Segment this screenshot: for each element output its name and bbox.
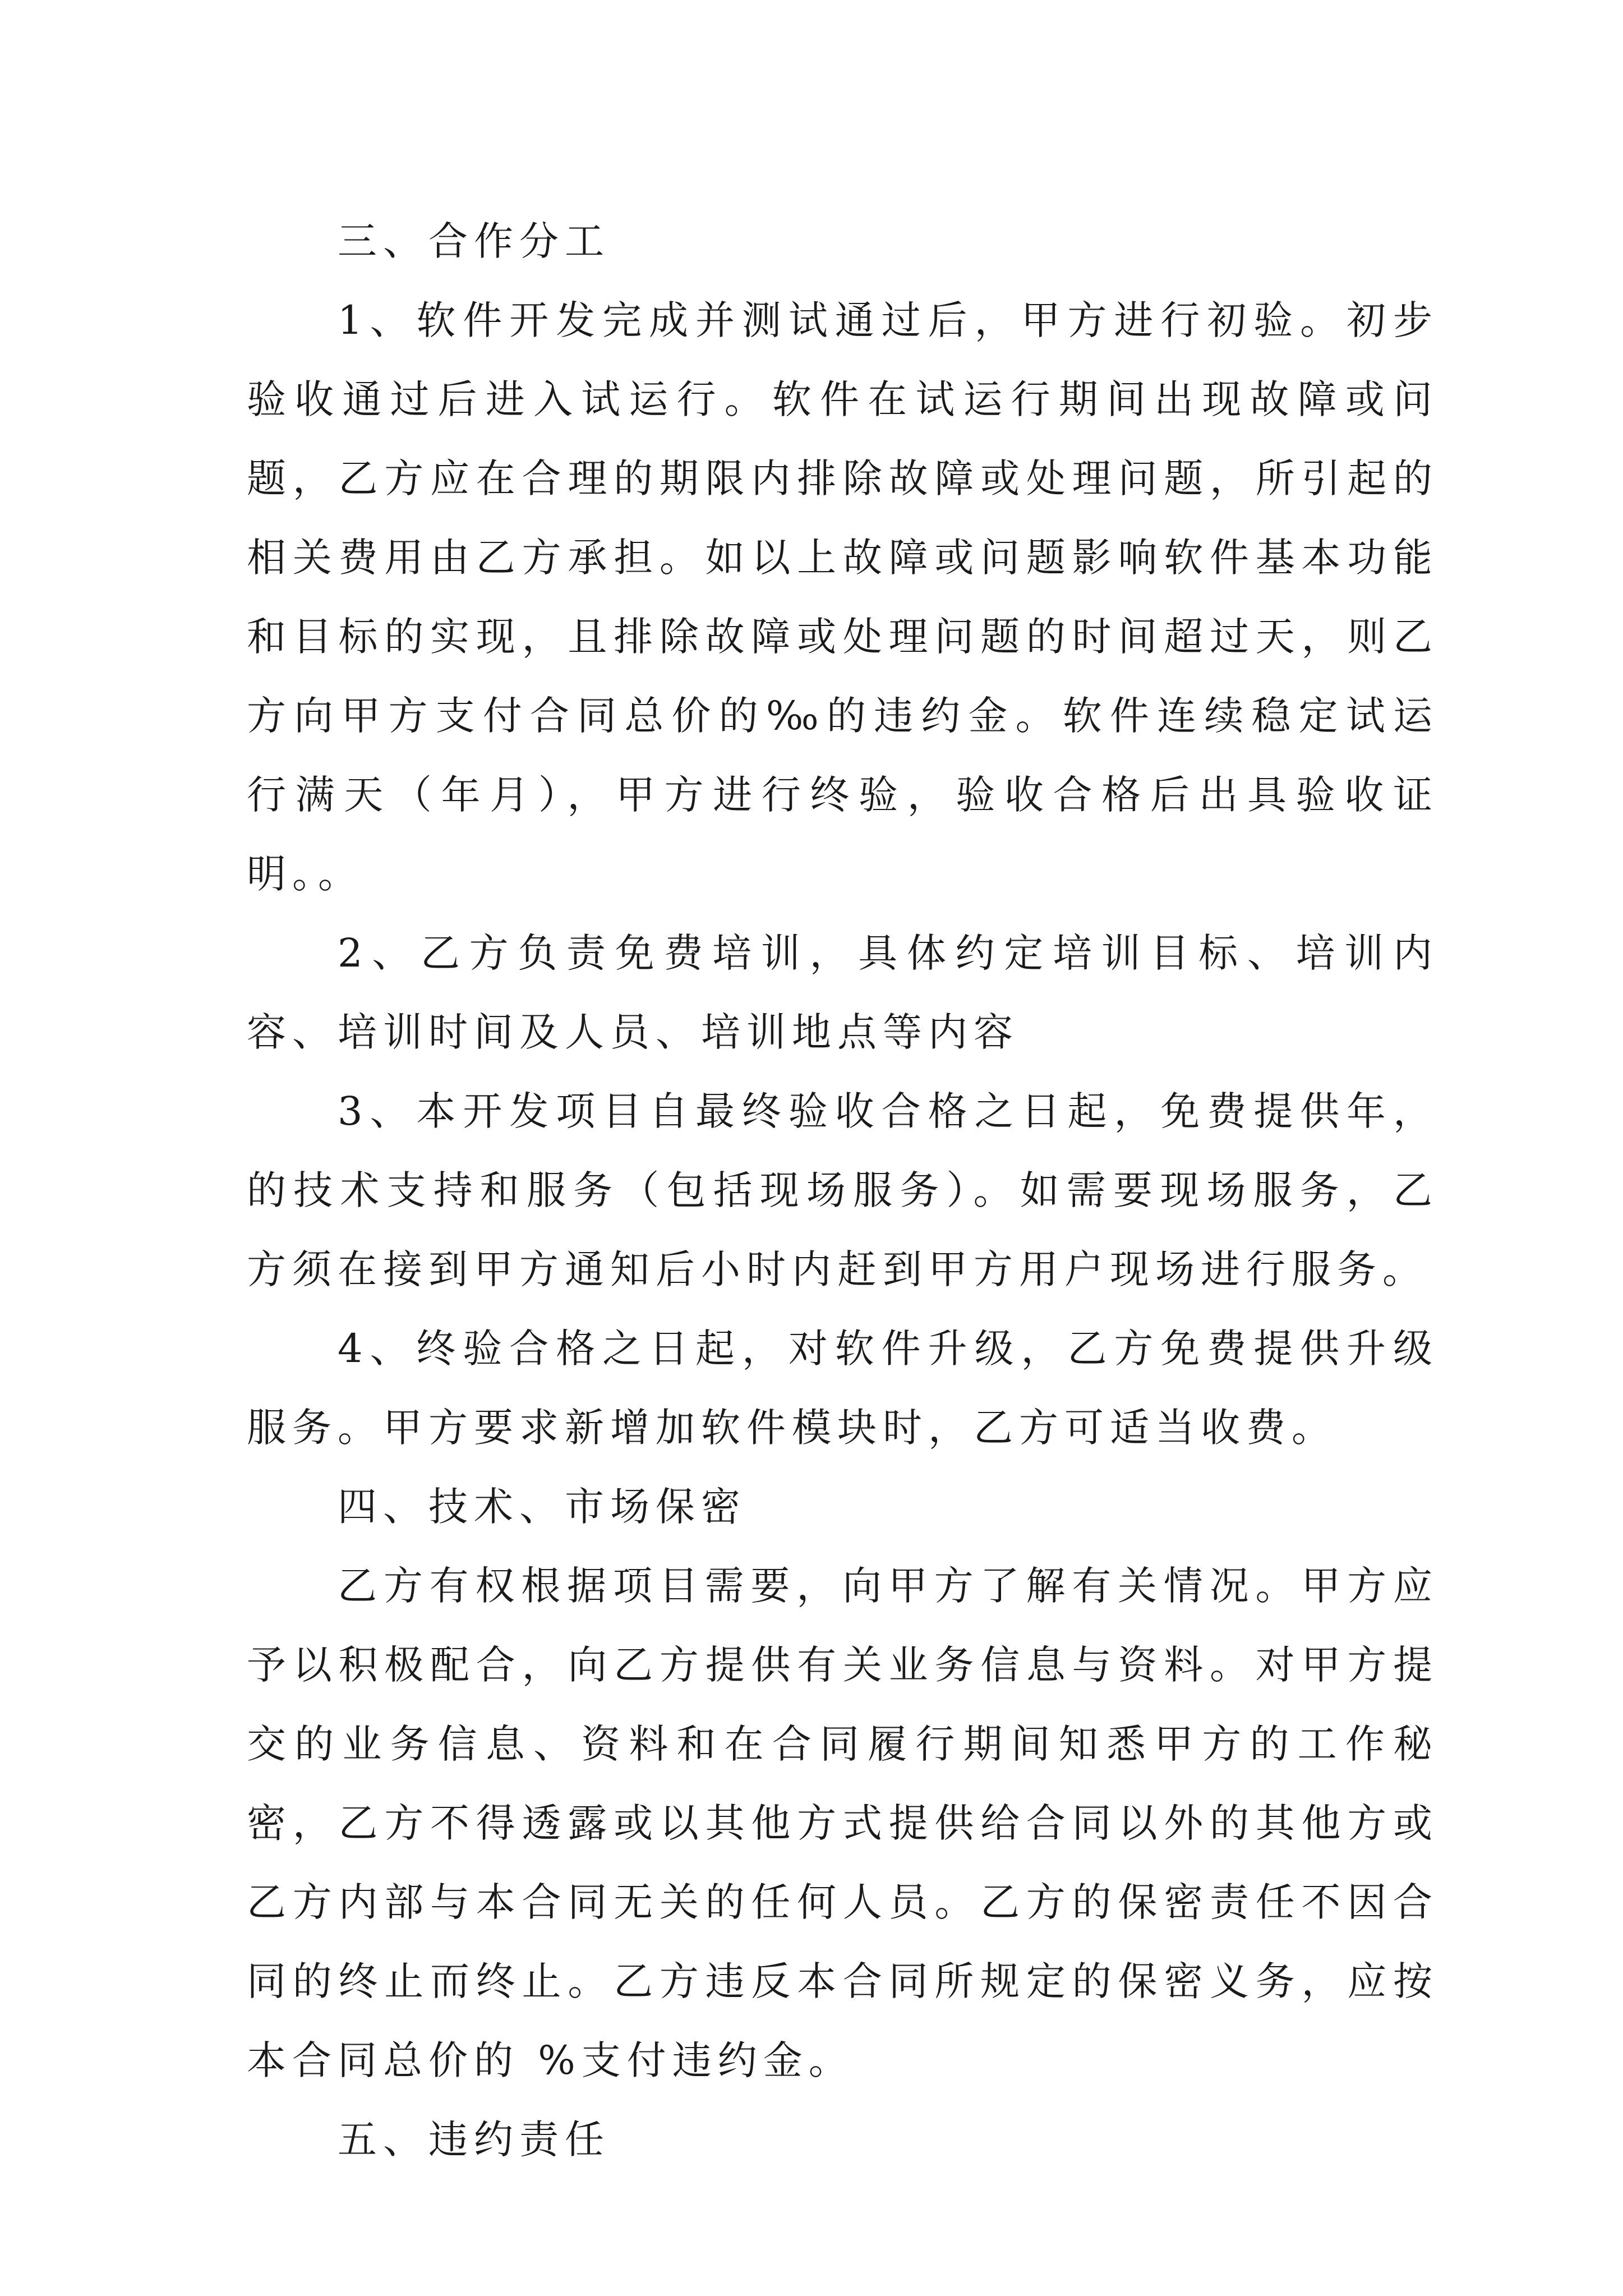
paragraph-support: 3、本开发项目自最终验收合格之日起，免费提供年，的技术支持和服务（包括现场服务）。如需要现场服务，乙方须在接到甲方通知后小时内赶到甲方用户现场进行服务。 (247, 1088, 1438, 1292)
document-body (247, 202, 1438, 2179)
section-heading-cooperation: 三、合作分工 (338, 218, 610, 264)
section-heading-liability: 五、违约责任 (338, 2116, 610, 2162)
paragraph-confidentiality: 乙方有权根据项目需要，向甲方了解有关情况。甲方应予以积极配合，向乙方提供有关业务信息与资料。对甲方提交的业务信息、资料和在合同履行期间知悉甲方的工作秘密，乙方不得透露或以其他方式提供给合同以外的其他方或乙方内部与本合同无关的任何人员。乙方的保密责任不因合同的终止而终止。乙方违反本合同所规定的保密义务，应按本合同总价的 %支付违约金。 (247, 1563, 1438, 2083)
paragraph-upgrade: 4、终验合格之日起，对软件升级，乙方免费提供升级服务。甲方要求新增加软件模块时，乙方可适当收费。 (247, 1326, 1438, 1451)
section-heading-confidentiality: 四、技术、市场保密 (338, 1484, 746, 1530)
paragraph-acceptance: 1、软件开发完成并测试通过后，甲方进行初验。初步验收通过后进入试运行。软件在试运行期间出现故障或问题，乙方应在合理的期限内排除故障或处理问题，所引起的相关费用由乙方承担。如以上故障或问题影响软件基本功能和目标的实现，且排除故障或处理问题的时间超过天，则乙方向甲方支付合同总价的‰的违约金。软件连续稳定试运行满天（年月），甲方进行终验，验收合格后出具验收证明。。 (247, 297, 1438, 897)
paragraph-training: 2、乙方负责免费培训，具体约定培训目标、培训内容、培训时间及人员、培训地点等内容 (247, 930, 1438, 1055)
